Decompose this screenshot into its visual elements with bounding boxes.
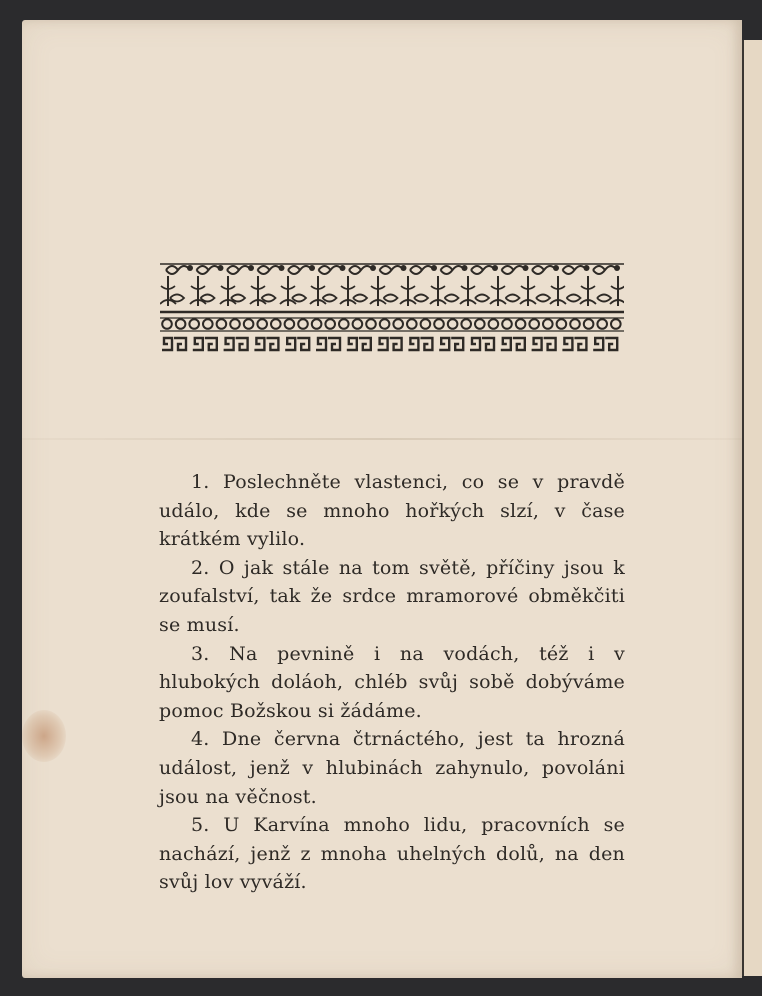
adjacent-page-edge bbox=[742, 40, 762, 976]
stanza-1: 1. Poslechněte vlastenci, co se v pravdě událo, kde se mnoho hořkých slzí, v čase krátkém vylilo. bbox=[159, 471, 625, 551]
decorative-ornament bbox=[160, 260, 624, 356]
book-page bbox=[22, 20, 742, 978]
stanza-5: 5. U Karvína mnoho lidu, pracovních se nachází, jenž z mnoha uhelných dolů, na den svůj lov vyváží. bbox=[159, 814, 625, 894]
poem-text bbox=[159, 468, 625, 897]
paper-stain bbox=[22, 710, 66, 762]
stanza-2: 2. O jak stále na tom světě, příčiny jsou k zoufalství, tak že srdce mramorové obměkčiti se musí. bbox=[159, 556, 625, 636]
stanza-4: 4. Dne června čtrnáctého, jest ta hrozná událost, jenž v hlubinách zahynulo, povoláni jsou na věčnost. bbox=[159, 728, 625, 808]
paper-fold bbox=[22, 438, 742, 440]
stanza-3: 3. Na pevnině i na vodách, též i v hlubokých doláoh, chléb svůj sobě dobýváme pomoc Božskou si žádáme. bbox=[159, 642, 625, 722]
